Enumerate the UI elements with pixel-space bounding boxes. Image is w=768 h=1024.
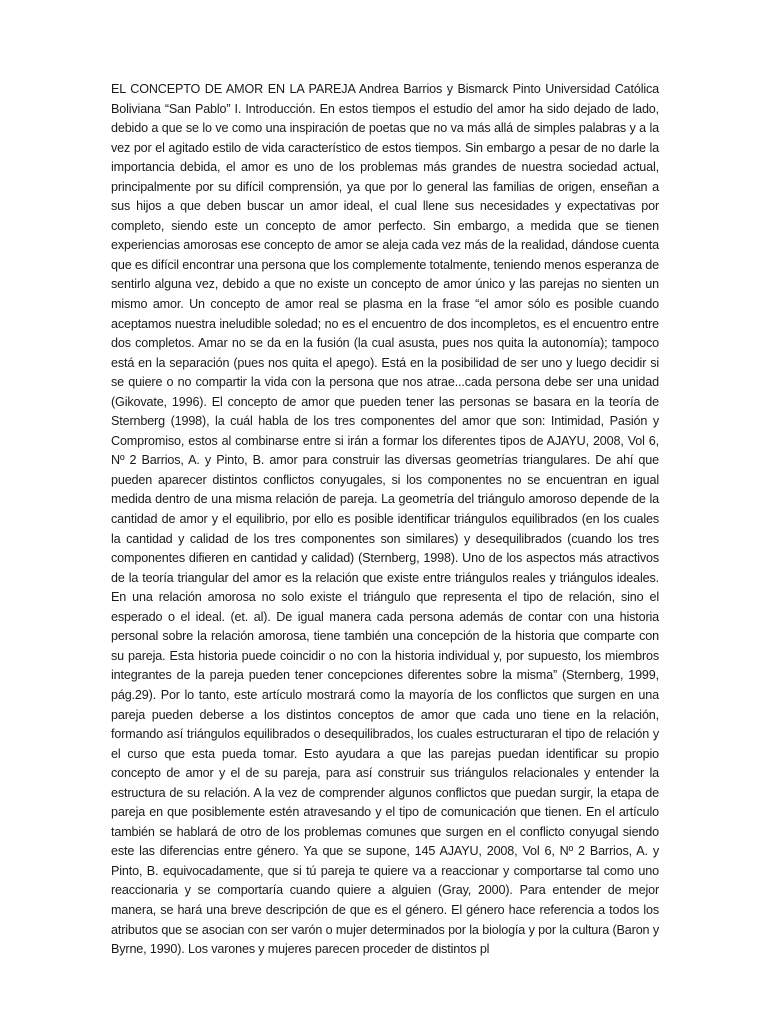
document-body-text: EL CONCEPTO DE AMOR EN LA PAREJA Andrea Barrios y Bismarck Pinto Universidad Católica Boliviana “San Pablo” I. Introducción. En estos tiempos el estudio del amor ha sido dejado de lado, debido a que se lo ve como una inspiración de poetas que no va más allá de simples palabras y a la vez por el agitado estilo de vida característico de estos tiempos. Sin embargo a pesar de no darle la importancia debida, el amor es uno de los problemas más grandes de nuestra sociedad actual, principalmente por su difícil comprensión, ya que por lo general las familias de origen, enseñan a sus hijos a que deben buscar un amor ideal, el cual llene sus necesidades y expectativas por completo, siendo este un concepto de amor perfecto. Sin embargo, a medida que se tienen experiencias amorosas ese concepto de amor se aleja cada vez más de la realidad, dándose cuenta que es difícil encontrar una persona que los complemente totalmente, teniendo menos esperanza de sentirlo alguna vez, debido a que no existe un concepto de amor único y las parejas no sienten un mismo amor. Un concepto de amor real se plasma en la frase “el amor sólo es posible cuando aceptamos nuestra ineludible soledad; no es el encuentro de dos incompletos, es el encuentro entre dos completos. Amar no se da en la fusión (la cual asusta, pues nos quita la autonomía); tampoco está en la separación (pues nos quita el apego). Está en la posibilidad de ser uno y luego decidir si se quiere o no compartir la vida con la persona que nos atrae...cada persona debe ser una unidad (Gikovate, 1996). El concepto de amor que pueden tener las personas se basara en la teoría de Sternberg (1998), la cuál habla de los tres componentes del amor que son: Intimidad, Pasión y Compromiso, estos al combinarse entre si irán a formar los diferentes tipos de AJAYU, 2008, Vol 6, Nº 2 Barrios, A. y Pinto, B. amor para construir las diversas geometrías triangulares. De ahí que pueden aparecer distintos conflictos conyugales, si los componentes no se encuentran en igual medida dentro de una misma relación de pareja. La geometría del triángulo amoroso depende de la cantidad de amor y el equilibrio, por ello es posible identificar triángulos equilibrados (en los cuales la cantidad y calidad de los tres componentes son similares) y desequilibrados (cuando los tres componentes difieren en cantidad y calidad) (Sternberg, 1998). Uno de los aspectos más atractivos de la teoría triangular del amor es la relación que existe entre triángulos reales y triángulos ideales. En una relación amorosa no solo existe el triángulo que representa el tipo de relación, sino el esperado o el ideal. (et. al). De igual manera cada persona además de contar con una historia personal sobre la relación amorosa, tiene también una concepción de la historia que comparte con su pareja. Esta historia puede coincidir o no con la historia individual y, por supuesto, los miembros integrantes de la pareja pueden tener concepciones diferentes sobre la misma” (Sternberg, 1999, pág.29). Por lo tanto, este artículo mostrará como la mayoría de los conflictos que surgen en una pareja pueden deberse a los distintos conceptos de amor que cada uno tiene en la relación, formando así triángulos equilibrados o desequilibrados, los cuales estructuraran el tipo de relación y el curso que esta pueda tomar. Esto ayudara a que las parejas puedan identificar su propio concepto de amor y el de su pareja, para así construir sus triángulos relacionales y entender la estructura de su relación. A la vez de comprender algunos conflictos que puedan surgir, la etapa de pareja en que posiblemente estén atravesando y el tipo de comunicación que tienen. En el artículo también se hablará de otro de los problemas comunes que surgen en el conflicto conyugal siendo este las diferencias entre género. Ya que se supone, 145 AJAYU, 2008, Vol 6, Nº 2 Barrios, A. y Pinto, B. equivocadamente, que si tú pareja te quiere va a reaccionar y comportarse tal como uno reaccionaria y se comportaría cuando quiere a alguien (Gray, 2000). Para entender de mejor manera, se hará una breve descripción de que es el género. El género hace referencia a todos los atributos que se asocian con ser varón o mujer determinados por la biología y por la cultura (Baron y Byrne, 1990). Los varones y mujeres parecen proceder de distintos pl xyxy=(111,82,659,957)
